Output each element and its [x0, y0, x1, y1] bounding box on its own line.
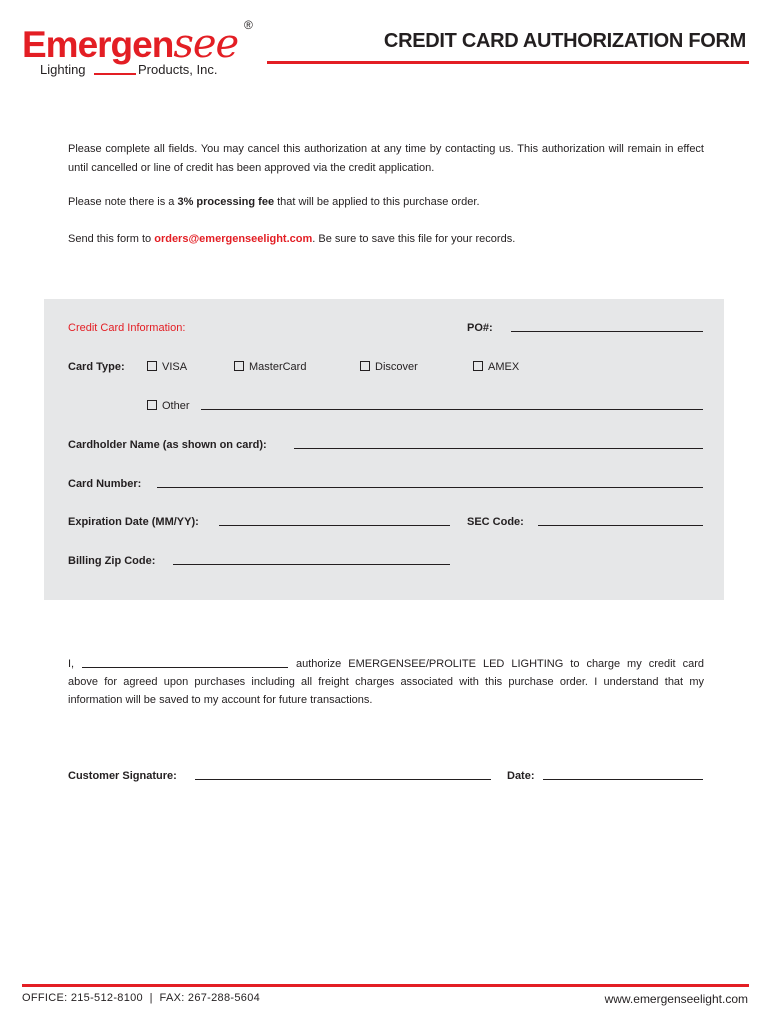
expiration-label: Expiration Date (MM/YY): — [68, 516, 199, 528]
amex-option[interactable] — [473, 360, 519, 374]
card-type-label: Card Type: — [68, 361, 125, 373]
company-logo — [22, 22, 238, 67]
send-instructions — [68, 230, 704, 249]
expiration-field[interactable] — [219, 525, 450, 526]
card-number-label: Card Number: — [68, 478, 142, 490]
discover-checkbox[interactable] — [360, 361, 370, 371]
email-link[interactable]: orders@emergenseelight.com — [154, 233, 313, 245]
amex-checkbox[interactable] — [473, 361, 483, 371]
other-checkbox[interactable] — [147, 400, 157, 410]
other-label: Other — [162, 400, 190, 412]
logo-sub-lighting: Lighting — [40, 62, 86, 77]
authorization-statement: authorize EMERGENSEE/PROLITE LED LIGHTING to charge my credit card above for agreed upon purchases including all freight charges associated with this purchase order. I understand that my information will be saved to my account for future transactions. — [68, 658, 704, 706]
footer-rule — [22, 984, 749, 987]
logo-sub-products: Products, Inc. — [138, 62, 218, 77]
fee-amount: 3% processing fee — [177, 196, 275, 208]
po-field[interactable] — [511, 331, 703, 332]
section-label: Credit Card Information: — [68, 322, 186, 334]
logo-name-main: Emergen — [22, 24, 174, 65]
card-number-field[interactable] — [157, 487, 703, 488]
logo-name-script: see — [173, 21, 239, 67]
mastercard-option[interactable] — [234, 360, 306, 374]
signature-field[interactable] — [195, 779, 491, 780]
billing-zip-label: Billing Zip Code: — [68, 555, 156, 567]
send-text-after: . Be sure to save this file for your records. — [312, 233, 516, 245]
discover-option[interactable] — [360, 360, 418, 374]
billing-zip-field[interactable] — [173, 564, 450, 565]
send-text-before: Send this form to — [68, 233, 155, 245]
other-field[interactable] — [201, 409, 703, 410]
auth-prefix: I, — [68, 658, 75, 670]
amex-label: AMEX — [488, 361, 520, 373]
visa-label: VISA — [162, 361, 188, 373]
discover-label: Discover — [375, 361, 418, 373]
cardholder-field[interactable] — [294, 448, 703, 449]
mastercard-checkbox[interactable] — [234, 361, 244, 371]
mastercard-label: MasterCard — [249, 361, 307, 373]
title-rule — [267, 61, 749, 64]
footer-contact: OFFICE: 215-512-8100 | FAX: 267-288-5604 — [22, 992, 261, 1004]
intro-paragraph: Please complete all fields. You may cancel this authorization at any time by contacting us. This authorization will remain in effect until cancelled or line of credit has been approved via the credit application. — [68, 143, 704, 174]
visa-option[interactable] — [147, 360, 187, 374]
signature-label: Customer Signature: — [68, 770, 177, 782]
visa-checkbox[interactable] — [147, 361, 157, 371]
form-title: CREDIT CARD AUTHORIZATION FORM — [383, 30, 746, 52]
registered-mark: ® — [244, 18, 253, 32]
date-field[interactable] — [543, 779, 703, 780]
footer-website[interactable]: www.emergenseelight.com — [604, 992, 748, 1006]
sec-code-label: SEC Code: — [467, 516, 524, 528]
logo-divider — [94, 73, 136, 75]
date-label: Date: — [507, 770, 535, 782]
fee-text-after: that will be applied to this purchase order. — [274, 196, 480, 208]
fee-notice — [68, 193, 704, 212]
po-label: PO#: — [467, 322, 493, 334]
sec-code-field[interactable] — [538, 525, 703, 526]
cardholder-label: Cardholder Name (as shown on card): — [68, 439, 267, 451]
fee-text-before: Please note there is a — [68, 196, 178, 208]
other-option[interactable] — [147, 399, 190, 413]
